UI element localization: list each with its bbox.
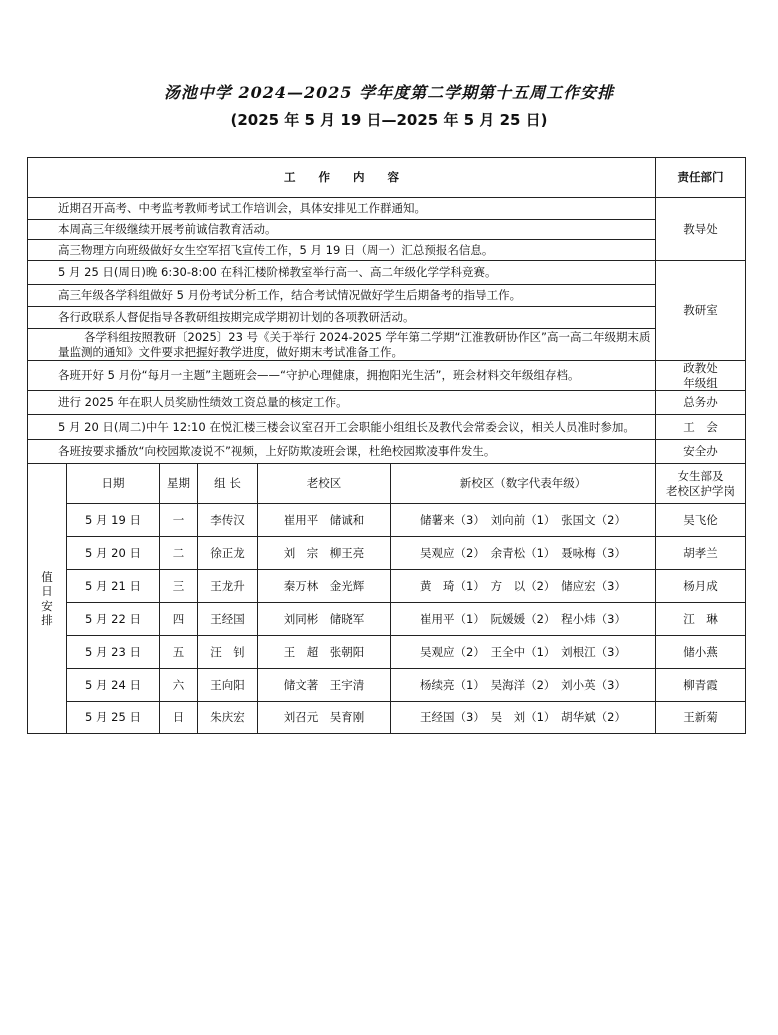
duty-row [28, 570, 746, 603]
duty-date: 5 月 25 日 [67, 702, 160, 734]
duty-side-char: 安 [41, 598, 53, 613]
duty-date: 5 月 20 日 [67, 537, 160, 570]
duty-new-campus: 吴观应（2） 王全中（1） 刘根江（3） [391, 636, 656, 669]
col-header-new-campus: 新校区（数字代表年级） [391, 464, 656, 504]
schedule-table [27, 157, 746, 734]
dept-cell: 工 会 [656, 415, 746, 440]
table-header-row [28, 158, 746, 198]
duty-date: 5 月 22 日 [67, 603, 160, 636]
duty-weekday: 一 [160, 504, 198, 537]
duty-guard: 王新菊 [656, 702, 746, 734]
page-title: 汤池中学 2024—2025 学年度第二学期第十五周工作安排 [163, 83, 615, 102]
task-text: 5 月 20 日(周二)中午 12:10 在悦汇楼三楼会议室召开工会职能小组组长及教代会常委会议，相关人员准时参加。 [28, 415, 656, 440]
task-text: 近期召开高考、中考监考教师考试工作培训会，具体安排见工作群通知。 [28, 198, 656, 220]
task-row [28, 307, 746, 329]
task-row [28, 198, 746, 220]
duty-row [28, 603, 746, 636]
dept-cell: 总务办 [656, 391, 746, 415]
date-range-subtitle: (2025 年 5 月 19 日—2025 年 5 月 25 日) [230, 111, 548, 129]
duty-old-campus: 崔用平 储诚和 [258, 504, 391, 537]
duty-new-campus: 王经国（3） 吴 刘（1） 胡华斌（2） [391, 702, 656, 734]
duty-new-campus: 储薯来（3） 刘向前（1） 张国文（2） [391, 504, 656, 537]
task-row [28, 415, 746, 440]
work-content-header: 工 作 内 容 [28, 158, 656, 198]
task-text: 各行政联系人督促指导各教研组按期完成学期初计划的各项教研活动。 [28, 307, 656, 329]
duty-date: 5 月 19 日 [67, 504, 160, 537]
col-header-guard-line: 女生部及 [677, 469, 724, 484]
task-row [28, 261, 746, 285]
duty-new-campus: 杨续亮（1） 吴海洋（2） 刘小英（3） [391, 669, 656, 702]
duty-row [28, 537, 746, 570]
dept-cell: 安全办 [656, 440, 746, 464]
duty-old-campus: 王 超 张朝阳 [258, 636, 391, 669]
duty-weekday: 二 [160, 537, 198, 570]
dept-cell [656, 361, 746, 391]
task-row [28, 285, 746, 307]
dept-line: 年级组 [683, 375, 718, 390]
duty-weekday: 三 [160, 570, 198, 603]
duty-leader: 徐正龙 [198, 537, 258, 570]
duty-guard: 胡孝兰 [656, 537, 746, 570]
duty-guard: 储小燕 [656, 636, 746, 669]
duty-date: 5 月 24 日 [67, 669, 160, 702]
col-header-date: 日期 [67, 464, 160, 504]
duty-weekday: 日 [160, 702, 198, 734]
task-text: 高三年级各学科组做好 5 月份考试分析工作，结合考试情况做好学生后期备考的指导工作。 [28, 285, 656, 307]
task-text: 高三物理方向班级做好女生空军招飞宣传工作，5 月 19 日（周一）汇总预报名信息。 [28, 240, 656, 261]
task-text: 各学科组按照教研〔2025〕23 号《关于举行 2024-2025 学年第二学期“江淮教研协作区”高一高二年级期末质量监测的通知》文件要求把握好教学进度，做好期末考试准备工作。 [28, 329, 656, 361]
duty-guard: 柳青霞 [656, 669, 746, 702]
duty-old-campus: 刘召元 吴育刚 [258, 702, 391, 734]
task-text: 5 月 25 日(周日)晚 6:30-8:00 在科汇楼阶梯教室举行高一、高二年级化学学科竞赛。 [28, 261, 656, 285]
duty-row [28, 669, 746, 702]
task-row [28, 240, 746, 261]
duty-guard: 江 琳 [656, 603, 746, 636]
duty-leader: 朱庆宏 [198, 702, 258, 734]
task-text: 本周高三年级继续开展考前诚信教育活动。 [28, 220, 656, 240]
duty-leader: 汪 钊 [198, 636, 258, 669]
duty-date: 5 月 21 日 [67, 570, 160, 603]
task-text: 各班开好 5 月份“每月一主题”主题班会——“守护心理健康，拥抱阳光生活”，班会材料交年级组存档。 [28, 361, 656, 391]
duty-leader: 王向阳 [198, 669, 258, 702]
col-header-guard-line: 老校区护学岗 [666, 483, 736, 498]
task-row [28, 440, 746, 464]
duty-old-campus: 刘 宗 柳王亮 [258, 537, 391, 570]
duty-old-campus: 刘同彬 储晓军 [258, 603, 391, 636]
duty-new-campus: 吴观应（2） 余青松（1） 聂咏梅（3） [391, 537, 656, 570]
col-header-weekday: 星期 [160, 464, 198, 504]
duty-row [28, 702, 746, 734]
duty-side-char: 日 [41, 584, 53, 599]
dept-header: 责任部门 [656, 158, 746, 198]
duty-side-label [28, 464, 67, 734]
duty-new-campus: 崔用平（1） 阮媛媛（2） 程小炜（3） [391, 603, 656, 636]
duty-new-campus: 黄 琦（1） 方 以（2） 储应宏（3） [391, 570, 656, 603]
dept-cell: 教导处 [656, 198, 746, 261]
duty-leader: 王龙升 [198, 570, 258, 603]
duty-weekday: 六 [160, 669, 198, 702]
dept-line: 政教处 [683, 361, 718, 376]
task-row [28, 391, 746, 415]
duty-row [28, 636, 746, 669]
task-row [28, 361, 746, 391]
duty-old-campus: 秦万林 金光辉 [258, 570, 391, 603]
duty-leader: 王经国 [198, 603, 258, 636]
col-header-old-campus: 老校区 [258, 464, 391, 504]
col-header-guard [656, 464, 746, 504]
duty-old-campus: 储文著 王宇清 [258, 669, 391, 702]
duty-row [28, 504, 746, 537]
task-row [28, 329, 746, 361]
duty-guard: 杨月成 [656, 570, 746, 603]
duty-guard: 吴飞伦 [656, 504, 746, 537]
duty-header-row [28, 464, 746, 504]
task-text: 各班按要求播放“向校园欺凌说不”视频，上好防欺凌班会课，杜绝校园欺凌事件发生。 [28, 440, 656, 464]
task-text: 进行 2025 年在职人员奖励性绩效工资总量的核定工作。 [28, 391, 656, 415]
col-header-leader: 组 长 [198, 464, 258, 504]
duty-side-char: 排 [41, 612, 53, 627]
duty-date: 5 月 23 日 [67, 636, 160, 669]
duty-weekday: 四 [160, 603, 198, 636]
duty-side-char: 值 [41, 569, 53, 584]
duty-weekday: 五 [160, 636, 198, 669]
duty-leader: 李传汉 [198, 504, 258, 537]
task-row [28, 220, 746, 240]
dept-cell: 教研室 [656, 261, 746, 361]
